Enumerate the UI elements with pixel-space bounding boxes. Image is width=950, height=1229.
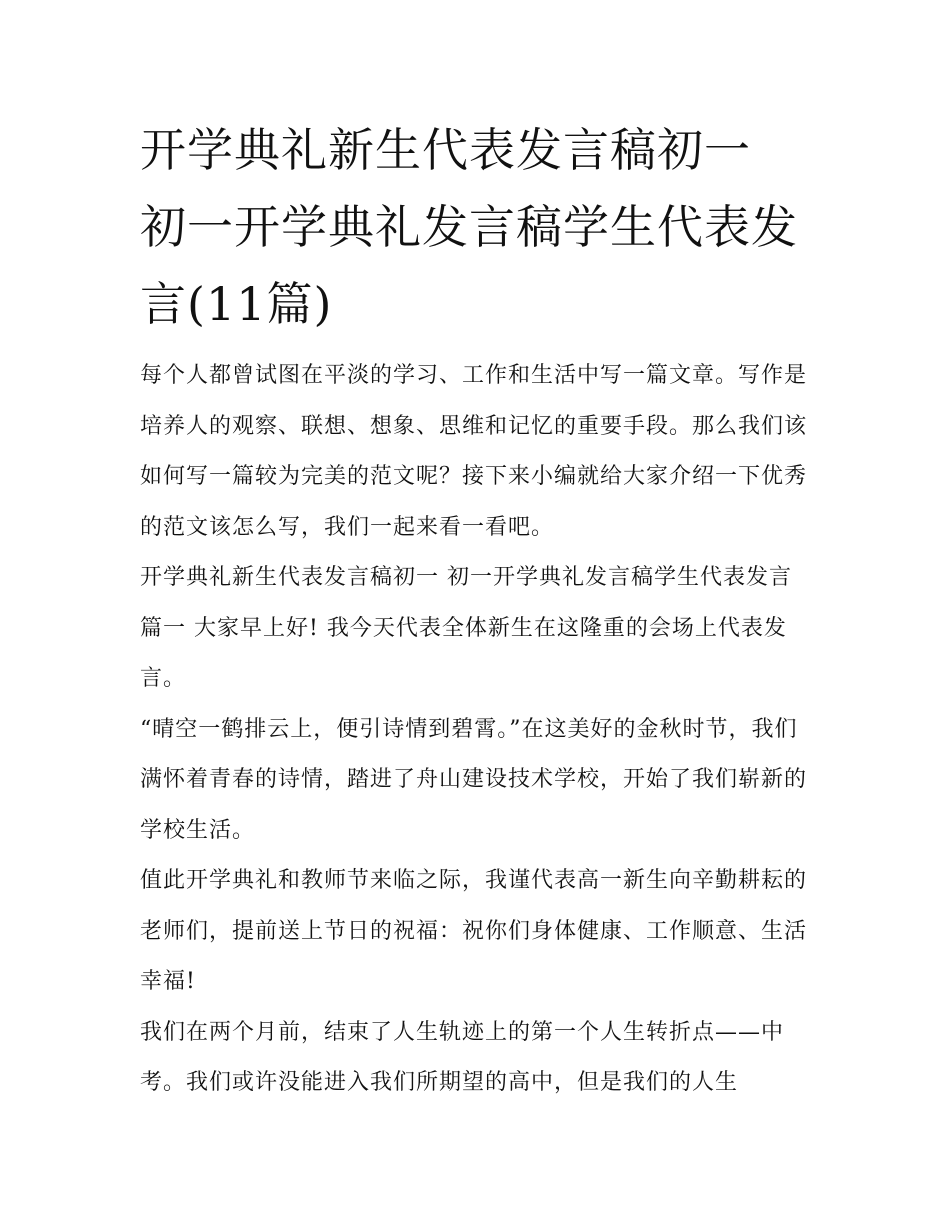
speech-heading-paragraph: 开学典礼新生代表发言稿初一 初一开学典礼发言稿学生代表发言篇一 大家早上好! 我今天代表全体新生在这隆重的会场上代表发言。 [140, 565, 792, 691]
exam-paragraph: 我们在两个月前，结束了人生轨迹上的第一个人生转折点——中考。我们或许没能进入我们所期望的高中，但是我们的人生 [140, 1019, 785, 1095]
intro-paragraph: 每个人都曾试图在平淡的学习、工作和生活中写一篇文章。写作是培养人的观察、联想、想象、思维和记忆的重要手段。那么我们该如何写一篇较为完美的范文呢？接下来小编就给大家介绍一下优秀的范文该怎么写，我们一起来看一看吧。 [140, 363, 808, 540]
document-page [140, 112, 812, 1109]
poem-paragraph: “晴空一鹤排云上，便引诗情到碧霄。”在这美好的金秋时节，我们满怀着青春的诗情，踏进了舟山建设技术学校，开始了我们崭新的学校生活。 [140, 716, 808, 843]
greeting-paragraph: 值此开学典礼和教师节来临之际，我谨代表高一新生向辛勤耕耘的老师们，提前送上节日的祝福：祝你们身体健康、工作顺意、生活幸福! [140, 868, 808, 994]
document-title: 开学典礼新生代表发言稿初一 初一开学典礼发言稿学生代表发言(11篇) [140, 123, 798, 331]
